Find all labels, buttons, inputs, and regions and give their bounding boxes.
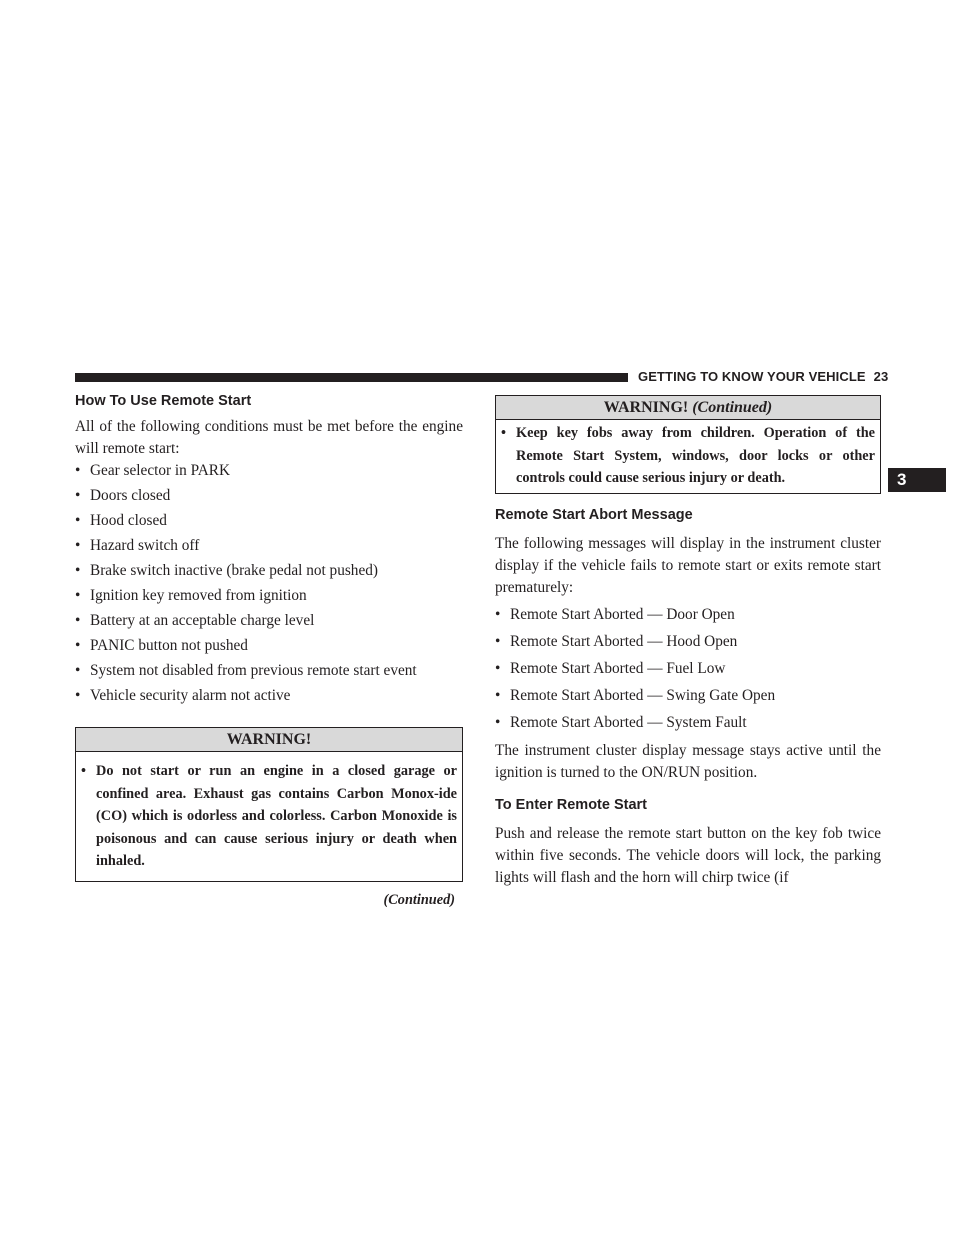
list-item: • Doors closed	[75, 485, 463, 507]
abort-outro: The instrument cluster display message stays active until the ignition is turned to the ON/RUN position.	[495, 741, 881, 781]
list-item: • Hood closed	[75, 510, 463, 532]
list-item: • Ignition key removed from ignition	[75, 585, 463, 607]
warning-title: WARNING!	[76, 728, 462, 752]
page-number: 23	[873, 369, 889, 384]
chapter-number: 3	[897, 470, 907, 489]
enter-remote-start-heading: To Enter Remote Start	[495, 796, 648, 813]
abort-heading: Remote Start Abort Message	[495, 506, 693, 523]
warning-box-continued	[495, 395, 881, 494]
list-item: • Remote Start Aborted — System Fault	[495, 712, 881, 734]
section-title: GETTING TO KNOW YOUR VEHICLE	[638, 369, 866, 384]
header-rule	[75, 373, 628, 382]
left-column	[75, 392, 463, 909]
remote-start-heading: How To Use Remote Start	[75, 393, 252, 409]
warning-title-suffix: (Continued)	[692, 399, 773, 416]
continued-note: (Continued)	[383, 891, 455, 908]
list-item: • Remote Start Aborted — Hood Open	[495, 631, 881, 653]
right-column	[495, 395, 881, 889]
list-item: • Vehicle security alarm not active	[75, 685, 463, 707]
list-item: • System not disabled from previous remote start event	[75, 660, 463, 682]
conditions-intro: All of the following conditions must be met before the engine will remote start:	[75, 418, 463, 457]
running-header	[638, 369, 888, 384]
list-item: • Hazard switch off	[75, 535, 463, 557]
list-item: • PANIC button not pushed	[75, 635, 463, 657]
list-item: • Remote Start Aborted — Swing Gate Open	[495, 685, 881, 707]
warning-item: • Keep key fobs away from children. Operation of the Remote Start System, windows, door locks or other controls could cause serious injury or death.	[501, 422, 875, 490]
warning-box	[75, 727, 463, 882]
conditions-list	[75, 460, 463, 707]
list-item: • Brake switch inactive (brake pedal not pushed)	[75, 560, 463, 582]
list-item: • Remote Start Aborted — Fuel Low	[495, 658, 881, 680]
warning-title-continued	[496, 396, 880, 420]
list-item: • Gear selector in PARK	[75, 460, 463, 482]
abort-messages-list	[495, 604, 881, 734]
list-item: • Remote Start Aborted — Door Open	[495, 604, 881, 626]
abort-intro: The following messages will display in the instrument cluster display if the vehicle fails to remote start or exits remote start prematurely:	[495, 534, 881, 596]
list-item: • Battery at an acceptable charge level	[75, 610, 463, 632]
warning-item: • Do not start or run an engine in a closed garage or confined area. Exhaust gas contains Carbon Monox-ide (CO) which is odorless and colorless. Carbon Monoxide is poisonous and can cause serious injury or death when inhaled.	[81, 760, 457, 873]
enter-remote-start-text: Push and release the remote start button on the key fob twice within five seconds. The vehicle doors will lock, the parking lights will flash and the horn will chirp twice (if	[495, 824, 881, 886]
chapter-tab	[888, 468, 946, 492]
warning-title-text: WARNING!	[603, 399, 689, 416]
